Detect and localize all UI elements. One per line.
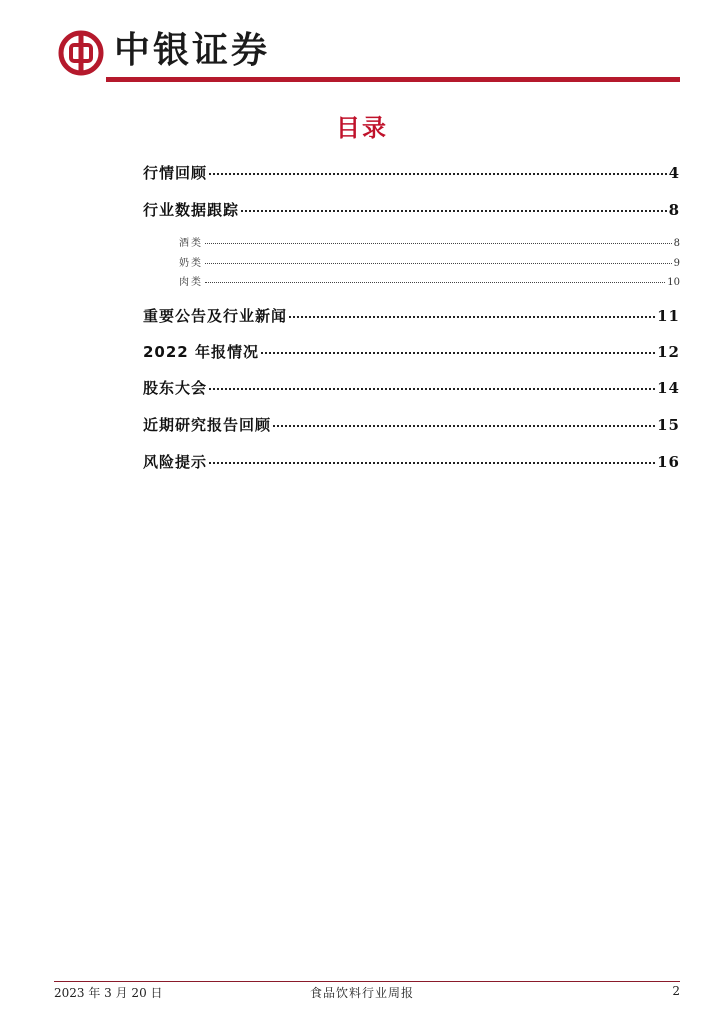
toc-subentry-label: 奶类 xyxy=(179,258,203,269)
toc-entry[interactable] xyxy=(143,414,680,435)
toc-entry-label: 2022 年报情况 xyxy=(143,343,259,361)
footer-date: 2023 年 3 月 20 日 xyxy=(54,986,163,1000)
toc-entry-page: 16 xyxy=(657,453,680,471)
dot-leader xyxy=(261,351,655,354)
header-divider xyxy=(106,77,680,82)
toc-entry-label: 股东大会 xyxy=(143,379,208,397)
dot-leader xyxy=(209,387,655,390)
toc-entry[interactable] xyxy=(143,162,680,183)
toc-entry-label: 近期研究报告回顾 xyxy=(143,416,272,434)
toc-entry-label: 重要公告及行业新闻 xyxy=(143,307,288,325)
toc-entry[interactable] xyxy=(143,199,680,220)
toc-entry[interactable] xyxy=(143,341,680,362)
dot-leader xyxy=(209,461,655,464)
dot-leader xyxy=(205,262,672,264)
footer-report-title: 食品饮料行业周报 xyxy=(309,986,414,1000)
dot-leader xyxy=(289,315,655,318)
toc-entry[interactable] xyxy=(143,305,680,326)
toc-entry-page: 4 xyxy=(668,164,680,182)
toc-title: 目录 xyxy=(336,114,388,142)
toc-entry-page: 8 xyxy=(668,201,680,219)
toc-subentry[interactable] xyxy=(179,273,680,288)
toc-subentry-label: 酒类 xyxy=(179,238,203,249)
toc-entry[interactable] xyxy=(143,451,680,472)
footer-divider xyxy=(54,981,680,982)
toc-subentry-page: 9 xyxy=(673,258,680,269)
bank-of-china-logo-icon xyxy=(58,30,104,76)
page-header xyxy=(0,0,724,90)
toc-subentry-page: 8 xyxy=(673,238,680,249)
toc-subentry[interactable] xyxy=(179,234,680,249)
dot-leader xyxy=(209,172,667,175)
toc-subentry-label: 肉类 xyxy=(179,277,203,288)
toc-entry-page: 15 xyxy=(657,416,680,434)
toc-subentry[interactable] xyxy=(179,254,680,269)
toc-entry-label: 风险提示 xyxy=(143,453,208,471)
toc-entry-label: 行情回顾 xyxy=(143,164,208,182)
toc-entry-page: 14 xyxy=(657,379,680,397)
dot-leader xyxy=(273,424,655,427)
toc-subentry-page: 10 xyxy=(667,277,680,288)
dot-leader xyxy=(241,209,667,212)
dot-leader xyxy=(205,281,665,283)
dot-leader xyxy=(205,242,672,244)
footer-page-number: 2 xyxy=(672,984,680,998)
brand-name: 中银证券 xyxy=(114,30,271,71)
toc-entry[interactable] xyxy=(143,377,680,398)
toc-entry-label: 行业数据跟踪 xyxy=(143,201,240,219)
toc-entry-page: 11 xyxy=(657,307,680,325)
toc-entry-page: 12 xyxy=(657,343,680,361)
